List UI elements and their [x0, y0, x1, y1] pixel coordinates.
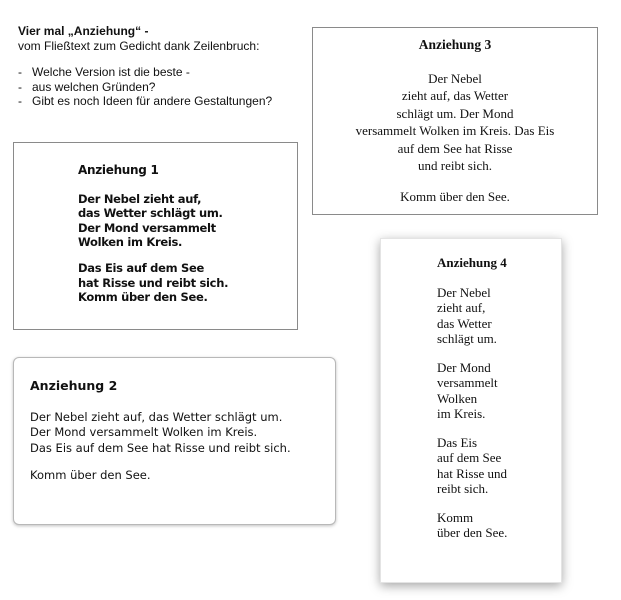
stanza-gap: [437, 347, 507, 360]
poem-line: reibt sich.: [437, 481, 489, 496]
card-anziehung-3: [312, 27, 598, 215]
poem-line: hat Risse und reibt sich.: [78, 275, 229, 290]
question-list: [18, 65, 308, 109]
poem-line: Komm über den See.: [400, 188, 510, 204]
poem-line: zieht auf,: [437, 300, 486, 315]
poem-line: Komm: [437, 509, 474, 525]
poem-line: Der Mond versammelt: [78, 220, 216, 235]
poem-line: und reibt sich.: [417, 158, 492, 173]
poem-line: Das Eis auf dem See: [78, 261, 204, 275]
question-item: - Welche Version ist die beste -: [18, 65, 308, 80]
poem-line: Komm über den See.: [78, 290, 208, 304]
poem-line: Der Nebel: [428, 70, 482, 86]
poem-line: auf dem See hat Risse: [397, 140, 513, 156]
card-anziehung-4: [380, 238, 562, 583]
question-item: - aus welchen Gründen?: [18, 80, 308, 95]
poem-line: Wolken im Kreis.: [78, 235, 183, 249]
question-item: - Gibt es noch Ideen für andere Gestaltungen?: [18, 94, 308, 109]
poem-line: versammelt Wolken im Kreis. Das Eis: [355, 123, 555, 138]
poem-line: schlägt um.: [437, 331, 497, 346]
stanza-gap: [313, 175, 597, 188]
poem-line: hat Risse und: [437, 465, 508, 481]
poem-line: Der Mond versammelt Wolken im Kreis.: [30, 425, 258, 439]
poem-line: im Kreis.: [437, 406, 486, 421]
poem-line: versammelt: [437, 375, 498, 390]
poem-line: das Wetter schlägt um.: [78, 206, 223, 220]
stanza-gap: [437, 497, 507, 510]
poem-line: Das Eis auf dem See hat Risse und reibt sich.: [30, 440, 291, 455]
card-anziehung-1: [13, 142, 298, 330]
poem-line: Das Eis: [437, 434, 478, 450]
poem-line: Der Nebel: [437, 284, 491, 300]
poem-body: [78, 163, 228, 305]
intro-title: Vier mal „Anziehung“ -: [18, 24, 149, 38]
poem-line: zieht auf, das Wetter: [401, 88, 509, 103]
intro-subtitle: vom Fließtext zum Gedicht dank Zeilenbruch:: [18, 38, 260, 53]
stanza-gap: [30, 456, 291, 468]
poem-line: das Wetter: [437, 315, 492, 331]
stanza-gap: [78, 250, 228, 262]
card-heading: Anziehung 4: [437, 255, 507, 270]
poem-line: Komm über den See.: [30, 467, 151, 482]
card-heading: Anziehung 1: [78, 163, 159, 177]
stanza-gap: [437, 422, 507, 435]
card-anziehung-2: [13, 357, 336, 525]
poem-line: Der Nebel zieht auf, das Wetter schlägt um.: [30, 409, 283, 424]
intro-block: [18, 24, 308, 109]
poem-body: [437, 255, 507, 541]
card-heading: Anziehung 2: [30, 378, 118, 393]
poem-line: Der Nebel zieht auf,: [78, 191, 202, 206]
poem-line: Der Mond: [437, 359, 491, 375]
poem-line: Wolken: [437, 390, 478, 406]
poem-line: über den See.: [437, 525, 508, 540]
poem-body: [30, 378, 291, 483]
poem-line: schlägt um. Der Mond: [396, 105, 514, 121]
poem-line: auf dem See: [437, 450, 502, 465]
poem-body: [313, 36, 597, 205]
card-heading: Anziehung 3: [418, 37, 492, 52]
